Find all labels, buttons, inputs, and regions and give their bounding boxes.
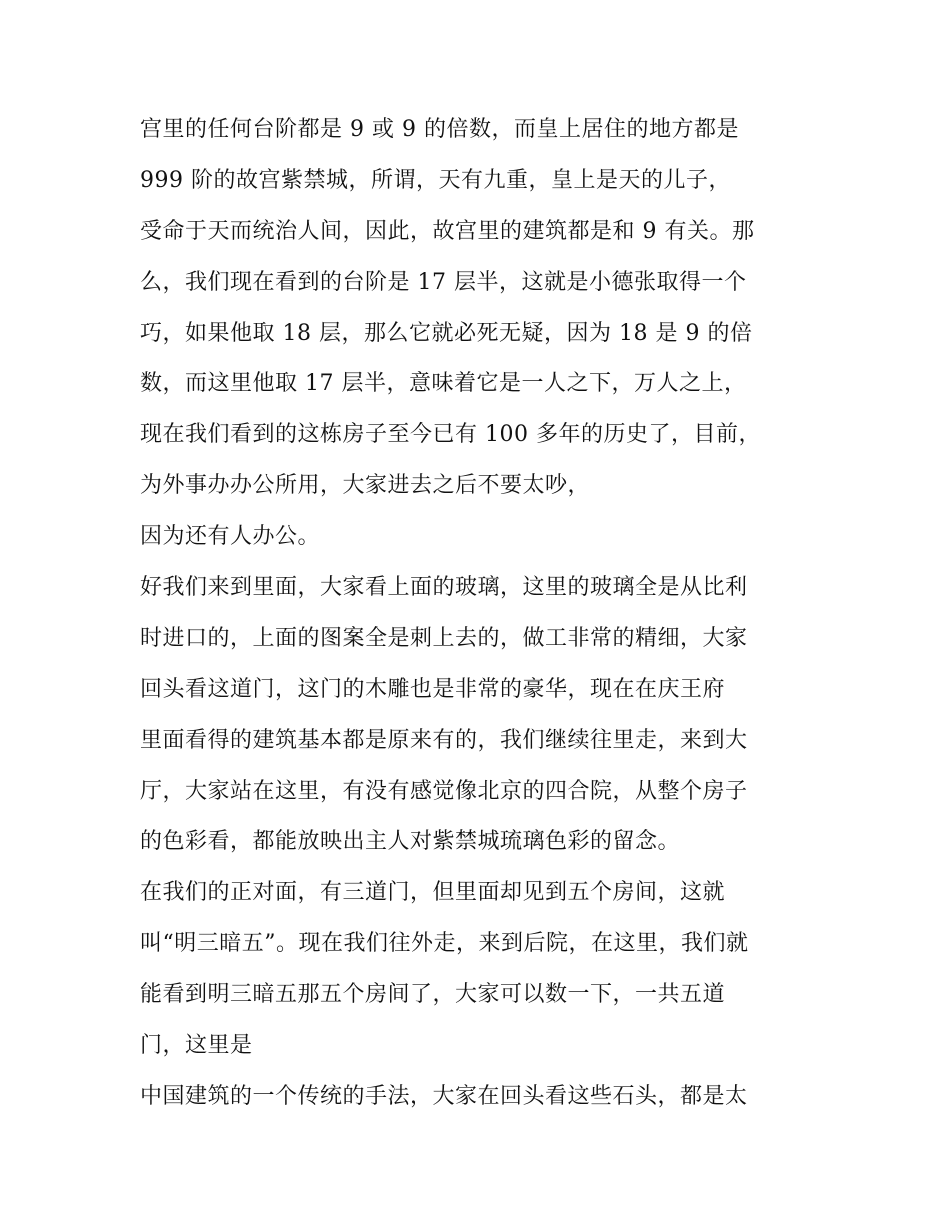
text-line: 受命于天而统治人间，因此，故宫里的建筑都是和 9 有关。那 bbox=[140, 218, 755, 244]
text-line: 为外事办办公所用，大家进去之后不要太吵， bbox=[140, 473, 591, 499]
text-line: 厅，大家站在这里，有没有感觉像北京的四合院，从整个房子 bbox=[140, 778, 748, 804]
text-line: 中国建筑的一个传统的手法，大家在回头看这些石头，都是太 bbox=[140, 1083, 748, 1109]
text-line: 好我们来到里面，大家看上面的玻璃，这里的玻璃全是从比利 bbox=[140, 575, 748, 601]
text-line: 现在我们看到的这栋房子至今已有 100 多年的历史了，目前， bbox=[140, 422, 761, 448]
text-line: 里面看得的建筑基本都是原来有的，我们继续往里走，来到大 bbox=[140, 727, 748, 753]
text-line: 么，我们现在看到的台阶是 17 层半，这就是小德张取得一个 bbox=[140, 269, 747, 295]
text-line: 门，这里是 bbox=[140, 1033, 253, 1059]
text-line: 时进口的，上面的图案全是刺上去的，做工非常的精细，大家 bbox=[140, 625, 748, 651]
text-line: 数，而这里他取 17 层半，意味着它是一人之下，万人之上， bbox=[140, 371, 747, 397]
body-text bbox=[140, 110, 830, 1128]
text-line: 999 阶的故宫紫禁城，所谓，天有九重，皇上是天的儿子， bbox=[140, 167, 731, 193]
text-line: 的色彩看，都能放映出主人对紫禁城琉璃色彩的留念。 bbox=[140, 829, 681, 855]
text-line: 在我们的正对面，有三道门，但里面却见到五个房间，这就 bbox=[140, 880, 726, 906]
text-line: 回头看这道门，这门的木雕也是非常的豪华，现在在庆王府 bbox=[140, 676, 726, 702]
text-line: 叫“明三暗五”。现在我们往外走，来到后院，在这里，我们就 bbox=[140, 931, 749, 957]
text-line: 巧，如果他取 18 层，那么它就必死无疑，因为 18 是 9 的倍 bbox=[140, 320, 753, 346]
text-line: 宫里的任何台阶都是 9 或 9 的倍数，而皇上居住的地方都是 bbox=[140, 117, 739, 142]
text-line: 因为还有人办公。 bbox=[140, 524, 321, 550]
text-line: 能看到明三暗五那五个房间了，大家可以数一下，一共五道 bbox=[140, 982, 726, 1008]
